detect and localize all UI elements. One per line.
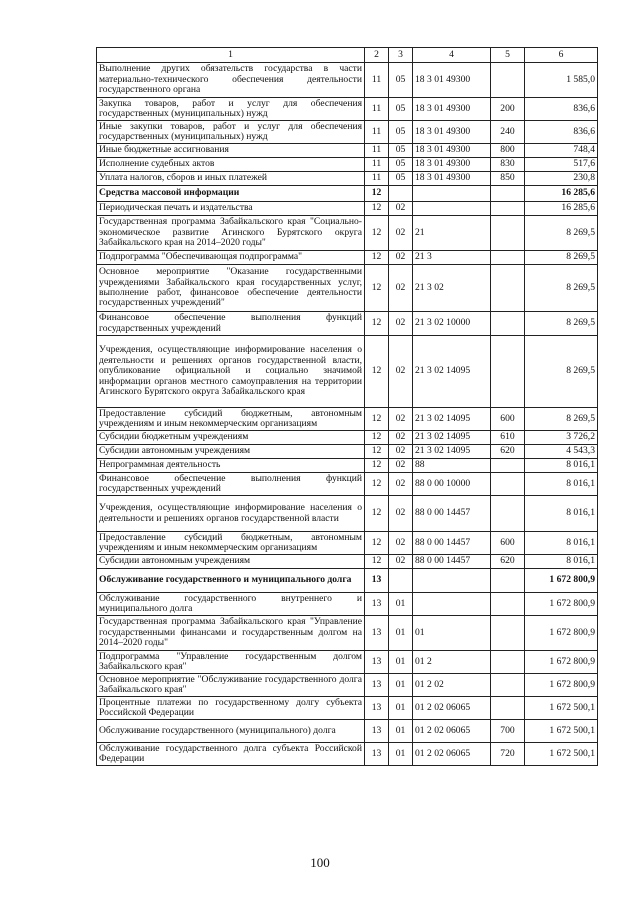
cell-name: Уплата налогов, сборов и иных платежей [97,172,365,186]
cell-sum: 836,6 [525,98,598,121]
cell-rz: 12 [365,265,389,312]
header-cell: 3 [389,48,413,63]
cell-sum: 8 016,1 [525,555,598,569]
table-row [97,674,598,697]
cell-sum: 230,8 [525,172,598,186]
cell-pr: 05 [389,63,413,98]
cell-rz: 12 [365,445,389,459]
cell-vr: 700 [491,720,525,743]
header-cell: 5 [491,48,525,63]
cell-pr: 02 [389,532,413,555]
cell-rz: 12 [365,555,389,569]
cell-vr: 850 [491,172,525,186]
cell-vr [491,336,525,408]
cell-pr: 02 [389,431,413,445]
table-row [97,251,598,265]
cell-sum: 8 269,5 [525,265,598,312]
header-cell: 1 [97,48,365,63]
cell-rz: 13 [365,593,389,616]
cell-name: Подпрограмма "Управление государственным долгом Забайкальского края" [97,651,365,674]
cell-name: Основное мероприятие "Обслуживание государственного долга Забайкальского края" [97,674,365,697]
cell-pr: 01 [389,616,413,651]
cell-vr [491,312,525,336]
cell-csr: 88 0 00 14457 [413,496,491,532]
cell-csr: 18 3 01 49300 [413,98,491,121]
cell-sum: 16 285,6 [525,202,598,216]
cell-sum: 1 672 800,9 [525,593,598,616]
cell-sum: 1 672 800,9 [525,569,598,593]
cell-vr: 620 [491,555,525,569]
cell-rz: 13 [365,651,389,674]
cell-sum: 748,4 [525,144,598,158]
cell-pr: 02 [389,312,413,336]
cell-name: Государственная программа Забайкальского края "Управление государственными финансами и государственным долгом на 2014–2020 годы" [97,616,365,651]
cell-csr [413,202,491,216]
cell-vr: 800 [491,144,525,158]
cell-sum: 8 269,5 [525,251,598,265]
table-row [97,473,598,496]
table-row [97,532,598,555]
table-row [97,172,598,186]
cell-pr: 02 [389,459,413,473]
table-row [97,144,598,158]
cell-name: Обслуживание государственного внутреннего и муниципального долга [97,593,365,616]
cell-rz: 12 [365,251,389,265]
cell-vr: 200 [491,98,525,121]
cell-csr: 21 3 02 14095 [413,445,491,459]
table-row [97,121,598,144]
cell-sum: 4 543,3 [525,445,598,459]
cell-rz: 12 [365,459,389,473]
cell-vr [491,697,525,720]
cell-name: Субсидии автономным учреждениям [97,555,365,569]
cell-vr: 600 [491,532,525,555]
cell-rz: 11 [365,172,389,186]
cell-csr: 01 2 [413,651,491,674]
cell-rz: 13 [365,569,389,593]
cell-vr [491,251,525,265]
cell-name: Закупка товаров, работ и услуг для обеспечения государственных (муниципальных) нужд [97,98,365,121]
cell-pr: 02 [389,496,413,532]
cell-csr: 21 3 02 14095 [413,431,491,445]
cell-pr: 02 [389,251,413,265]
cell-csr [413,593,491,616]
cell-vr [491,616,525,651]
table-row [97,555,598,569]
cell-vr [491,63,525,98]
cell-pr: 02 [389,202,413,216]
cell-pr: 05 [389,98,413,121]
cell-pr: 02 [389,473,413,496]
cell-rz: 12 [365,312,389,336]
cell-pr: 01 [389,674,413,697]
cell-csr: 01 2 02 06065 [413,743,491,766]
cell-csr: 21 3 02 14095 [413,336,491,408]
table-row [97,216,598,251]
cell-pr: 02 [389,445,413,459]
table-row [97,459,598,473]
cell-sum: 836,6 [525,121,598,144]
cell-name: Подпрограмма "Обеспечивающая подпрограмма" [97,251,365,265]
cell-name: Непрограммная деятельность [97,459,365,473]
cell-csr: 01 [413,616,491,651]
cell-name: Государственная программа Забайкальского края "Социально-экономическое развитие Агинского Бурятского округа Забайкальского края на 2014–2020 годы" [97,216,365,251]
cell-rz: 11 [365,158,389,172]
cell-pr: 02 [389,408,413,431]
cell-sum: 8 269,5 [525,408,598,431]
cell-csr [413,569,491,593]
cell-name: Финансовое обеспечение выполнения функций государственных учреждений [97,312,365,336]
cell-name: Субсидии бюджетным учреждениям [97,431,365,445]
cell-csr: 21 3 02 10000 [413,312,491,336]
cell-sum: 3 726,2 [525,431,598,445]
cell-vr [491,569,525,593]
cell-rz: 12 [365,216,389,251]
table-row [97,265,598,312]
cell-rz: 12 [365,496,389,532]
table-row [97,158,598,172]
cell-sum: 8 016,1 [525,473,598,496]
cell-rz: 11 [365,63,389,98]
table-row [97,63,598,98]
cell-vr [491,674,525,697]
cell-csr: 01 2 02 06065 [413,720,491,743]
cell-sum: 517,6 [525,158,598,172]
page-number: 100 [310,855,330,870]
cell-vr: 240 [491,121,525,144]
cell-name: Исполнение судебных актов [97,158,365,172]
cell-rz: 12 [365,408,389,431]
cell-sum: 1 672 800,9 [525,616,598,651]
cell-pr: 02 [389,555,413,569]
cell-pr: 02 [389,336,413,408]
cell-pr: 05 [389,121,413,144]
cell-csr: 18 3 01 49300 [413,158,491,172]
cell-pr: 01 [389,697,413,720]
table-row [97,743,598,766]
table-row [97,496,598,532]
cell-name: Учреждения, осуществляющие информирование населения о деятельности и решениях органов государственной власти [97,496,365,532]
cell-pr: 02 [389,265,413,312]
cell-rz: 13 [365,674,389,697]
cell-csr: 01 2 02 06065 [413,697,491,720]
table-row [97,651,598,674]
cell-sum: 8 016,1 [525,496,598,532]
cell-csr: 88 [413,459,491,473]
table-row [97,312,598,336]
cell-vr: 610 [491,431,525,445]
cell-csr: 18 3 01 49300 [413,172,491,186]
cell-rz: 13 [365,616,389,651]
cell-rz: 11 [365,98,389,121]
cell-pr: 05 [389,158,413,172]
cell-vr [491,651,525,674]
cell-vr [491,265,525,312]
cell-sum: 8 269,5 [525,336,598,408]
cell-rz: 12 [365,431,389,445]
cell-rz: 11 [365,144,389,158]
cell-rz: 12 [365,473,389,496]
cell-rz: 13 [365,743,389,766]
cell-csr [413,186,491,202]
cell-vr [491,186,525,202]
cell-sum: 1 672 800,9 [525,651,598,674]
table-row [97,569,598,593]
cell-csr: 21 3 [413,251,491,265]
header-cell: 4 [413,48,491,63]
cell-pr: 01 [389,743,413,766]
cell-name: Субсидии автономным учреждениям [97,445,365,459]
header-cell: 2 [365,48,389,63]
cell-sum: 8 269,5 [525,216,598,251]
cell-vr: 600 [491,408,525,431]
cell-sum: 8 016,1 [525,532,598,555]
cell-vr [491,216,525,251]
cell-csr: 01 2 02 [413,674,491,697]
cell-rz: 13 [365,720,389,743]
header-cell: 6 [525,48,598,63]
cell-vr [491,459,525,473]
cell-name: Обслуживание государственного и муниципального долга [97,569,365,593]
cell-csr: 18 3 01 49300 [413,63,491,98]
cell-csr: 88 0 00 14457 [413,532,491,555]
cell-csr: 21 [413,216,491,251]
cell-vr: 620 [491,445,525,459]
cell-name: Предоставление субсидий бюджетным, автономным учреждениям и иным некоммерческим организациям [97,408,365,431]
cell-name: Обслуживание государственного долга субъекта Российской Федерации [97,743,365,766]
cell-name: Обслуживание государственного (муниципального) долга [97,720,365,743]
cell-csr: 18 3 01 49300 [413,121,491,144]
cell-name: Предоставление субсидий бюджетным, автономным учреждениям и иным некоммерческим организациям [97,532,365,555]
cell-pr: 01 [389,593,413,616]
cell-pr: 05 [389,172,413,186]
cell-rz: 11 [365,121,389,144]
table-row [97,336,598,408]
cell-pr [389,569,413,593]
cell-sum: 8 016,1 [525,459,598,473]
cell-name: Иные бюджетные ассигнования [97,144,365,158]
table-row [97,431,598,445]
cell-vr [491,593,525,616]
cell-csr: 88 0 00 14457 [413,555,491,569]
cell-sum: 1 672 500,1 [525,697,598,720]
cell-rz: 12 [365,336,389,408]
cell-vr [491,202,525,216]
cell-name: Основное мероприятие "Оказание государственными учреждениями Забайкальского края государственных услуг, выполнение работ, финансовое обеспечение деятельности государственных учреждений" [97,265,365,312]
cell-rz: 12 [365,532,389,555]
cell-pr: 01 [389,720,413,743]
table-row [97,616,598,651]
table-row [97,202,598,216]
cell-sum: 16 285,6 [525,186,598,202]
cell-pr: 02 [389,216,413,251]
table-row [97,720,598,743]
cell-rz: 12 [365,202,389,216]
cell-csr: 21 3 02 [413,265,491,312]
cell-name: Средства массовой информации [97,186,365,202]
cell-name: Периодическая печать и издательства [97,202,365,216]
cell-csr: 21 3 02 14095 [413,408,491,431]
cell-vr: 830 [491,158,525,172]
table-header-row [97,48,598,63]
cell-sum: 1 672 500,1 [525,720,598,743]
table-row [97,98,598,121]
table-row [97,408,598,431]
cell-sum: 1 672 800,9 [525,674,598,697]
cell-name: Учреждения, осуществляющие информирование населения о деятельности и решениях органов государственной власти, опубликование официальной и социально значимой информации органов местного самоуправления на территории Агинского Бурятского округа Забайкальского края [97,336,365,408]
cell-sum: 1 672 500,1 [525,743,598,766]
cell-pr [389,186,413,202]
table-row [97,186,598,202]
cell-vr [491,496,525,532]
cell-name: Выполнение других обязательств государства в части материально-технического обеспечения деятельности государственного органа [97,63,365,98]
cell-pr: 01 [389,651,413,674]
cell-sum: 1 585,0 [525,63,598,98]
cell-csr: 18 3 01 49300 [413,144,491,158]
table-row [97,697,598,720]
cell-pr: 05 [389,144,413,158]
cell-rz: 12 [365,186,389,202]
cell-name: Процентные платежи по государственному долгу субъекта Российской Федерации [97,697,365,720]
cell-rz: 13 [365,697,389,720]
budget-table [96,47,598,766]
cell-csr: 88 0 00 10000 [413,473,491,496]
cell-vr: 720 [491,743,525,766]
cell-sum: 8 269,5 [525,312,598,336]
cell-name: Финансовое обеспечение выполнения функций государственных учреждений [97,473,365,496]
cell-name: Иные закупки товаров, работ и услуг для обеспечения государственных (муниципальных) нужд [97,121,365,144]
table-row [97,593,598,616]
table-row [97,445,598,459]
cell-vr [491,473,525,496]
